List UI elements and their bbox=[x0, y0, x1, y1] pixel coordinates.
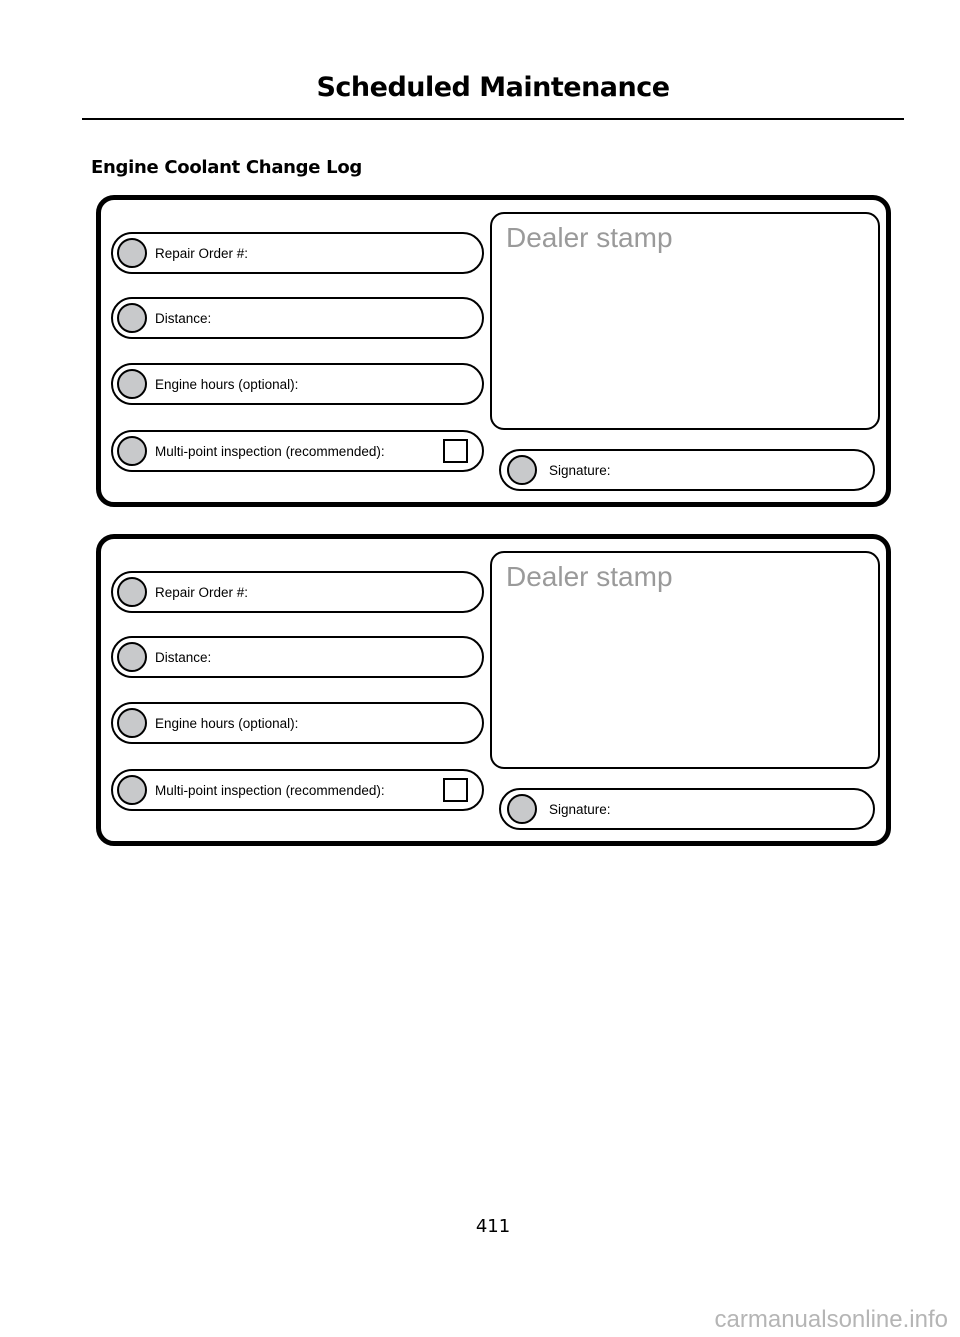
circle-icon bbox=[117, 436, 147, 466]
signature-field[interactable] bbox=[499, 788, 875, 830]
page-number: 411 bbox=[475, 1216, 511, 1237]
engine-hours-field[interactable] bbox=[111, 702, 484, 744]
distance-label: Distance: bbox=[155, 650, 212, 665]
repair-order-label: Repair Order #: bbox=[155, 246, 249, 261]
circle-icon bbox=[507, 455, 537, 485]
inspection-label: Multi-point inspection (recommended): bbox=[155, 444, 385, 459]
engine-hours-label: Engine hours (optional): bbox=[155, 377, 299, 392]
dealer-stamp-box bbox=[490, 551, 880, 769]
repair-order-label: Repair Order #: bbox=[155, 585, 249, 600]
signature-field[interactable] bbox=[499, 449, 875, 491]
circle-icon bbox=[117, 708, 147, 738]
circle-icon bbox=[117, 642, 147, 672]
dealer-stamp-label: Dealer stamp bbox=[506, 222, 673, 253]
distance-field[interactable] bbox=[111, 297, 484, 339]
repair-order-field[interactable] bbox=[111, 571, 484, 613]
dealer-stamp-box bbox=[490, 212, 880, 430]
engine-hours-label: Engine hours (optional): bbox=[155, 716, 299, 731]
circle-icon bbox=[117, 303, 147, 333]
section-heading: Engine Coolant Change Log bbox=[91, 157, 362, 178]
engine-hours-field[interactable] bbox=[111, 363, 484, 405]
repair-order-field[interactable] bbox=[111, 232, 484, 274]
dealer-stamp-label: Dealer stamp bbox=[506, 561, 673, 592]
distance-label: Distance: bbox=[155, 311, 212, 326]
signature-label: Signature: bbox=[549, 802, 611, 817]
circle-icon bbox=[507, 794, 537, 824]
log-entry-2 bbox=[96, 534, 891, 846]
circle-icon bbox=[117, 577, 147, 607]
inspection-field bbox=[111, 769, 484, 811]
page-title: Scheduled Maintenance bbox=[316, 72, 670, 103]
distance-field[interactable] bbox=[111, 636, 484, 678]
circle-icon bbox=[117, 369, 147, 399]
inspection-checkbox[interactable] bbox=[443, 778, 468, 802]
title-rule bbox=[82, 118, 904, 120]
circle-icon bbox=[117, 775, 147, 805]
watermark: carmanualsonline.info bbox=[714, 1306, 948, 1333]
signature-label: Signature: bbox=[549, 463, 611, 478]
inspection-checkbox[interactable] bbox=[443, 439, 468, 463]
inspection-label: Multi-point inspection (recommended): bbox=[155, 783, 385, 798]
log-entry-1 bbox=[96, 195, 891, 507]
inspection-field bbox=[111, 430, 484, 472]
circle-icon bbox=[117, 238, 147, 268]
